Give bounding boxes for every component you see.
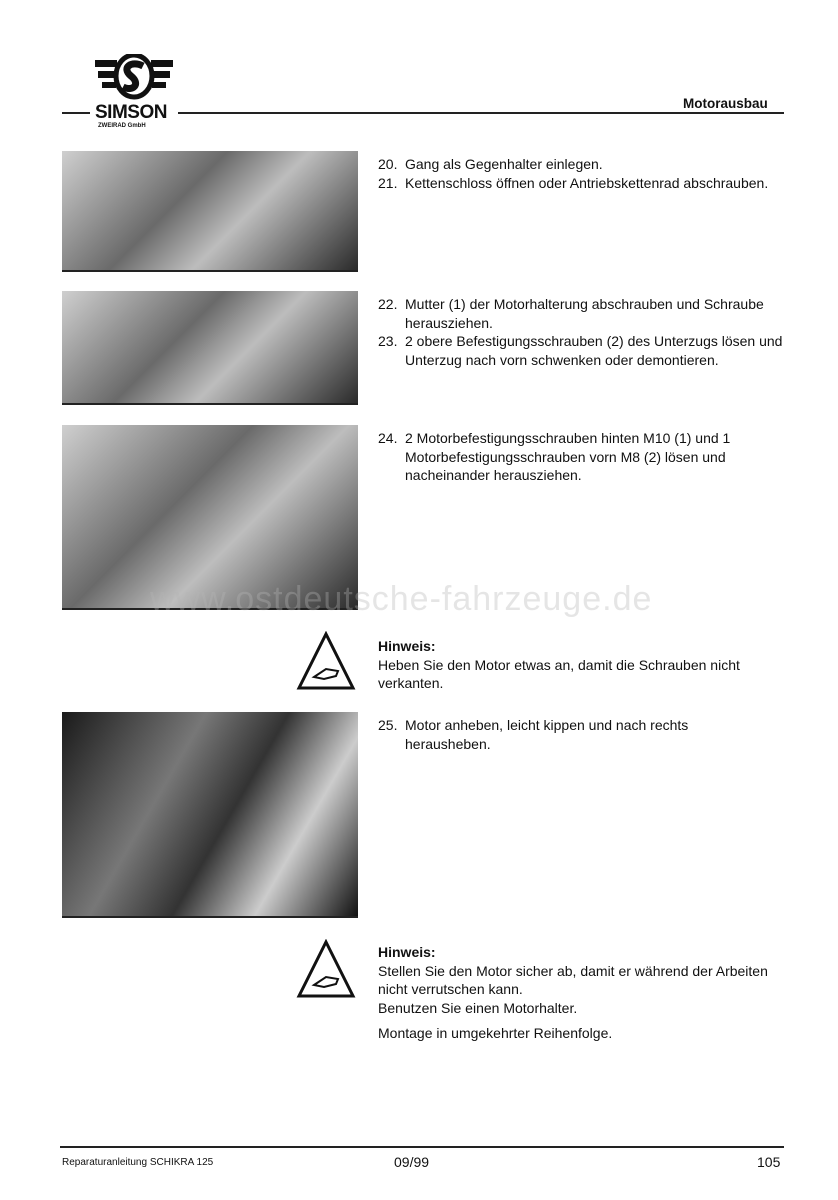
step-number: 23. [378, 333, 398, 349]
step-text: Gang als Gegenhalter einlegen. [405, 156, 603, 172]
step-text: Mutter (1) der Motorhalterung abschrauben und Schraube herausziehen. [405, 296, 764, 331]
note-title: Hinweis: [378, 638, 436, 654]
assembly-note: Montage in umgekehrter Reihenfolge. [378, 1025, 613, 1041]
note-title: Hinweis: [378, 944, 436, 960]
step-number: 24. [378, 430, 398, 446]
step-24 [378, 429, 773, 485]
note-1 [378, 637, 798, 693]
step-text: 2 Motorbefestigungsschrauben hinten M10 (1) und 1 Motorbefestigungsschrauben vorn M8 (2) lösen und nacheinander herausziehen. [405, 430, 731, 483]
footer-manual: Reparaturanleitung SCHIKRA 125 [62, 1157, 214, 1168]
footer-date: 09/99 [394, 1154, 430, 1170]
brand-name: SIMSON [95, 102, 167, 123]
photo-engine-removal [62, 712, 358, 918]
note-2 [378, 943, 768, 1043]
footer-rule [60, 1146, 784, 1148]
photo-chain-sprocket [62, 151, 358, 272]
note-text: Heben Sie den Motor etwas an, damit die Schrauben nicht verkanten. [378, 656, 740, 691]
step-25 [378, 716, 738, 753]
note-text: Benutzen Sie einen Motorhalter. [378, 999, 578, 1016]
brand-subtitle: ZWEIRAD GmbH [98, 123, 146, 129]
note-text: Stellen Sie den Motor sicher ab, damit er während der Arbeiten nicht verrutschen kann. [378, 962, 768, 997]
page-number: 105 [757, 1154, 781, 1170]
step-number: 20. [378, 156, 398, 172]
steps-20-21 [378, 155, 798, 192]
simson-logo-icon [93, 54, 175, 102]
step-number: 22. [378, 296, 398, 312]
step-text: Motor anheben, leicht kippen und nach rechts herausheben. [405, 717, 689, 752]
warning-hand-icon [296, 939, 356, 999]
steps-22-23 [378, 295, 798, 369]
photo-engine-mount [62, 291, 358, 405]
step-text: 2 obere Befestigungsschrauben (2) des Unterzugs lösen und Unterzug nach vorn schwenken oder demontieren. [405, 333, 783, 368]
warning-hand-icon [296, 631, 356, 691]
step-text: Kettenschloss öffnen oder Antriebskettenrad abschrauben. [405, 174, 769, 191]
step-number: 21. [378, 174, 398, 191]
section-title: Motorausbau [683, 96, 768, 111]
step-number: 25. [378, 717, 398, 733]
header-rule-left [62, 112, 90, 114]
header-rule [178, 112, 784, 114]
watermark: www.ostdeutsche-fahrzeuge.de [150, 580, 653, 618]
